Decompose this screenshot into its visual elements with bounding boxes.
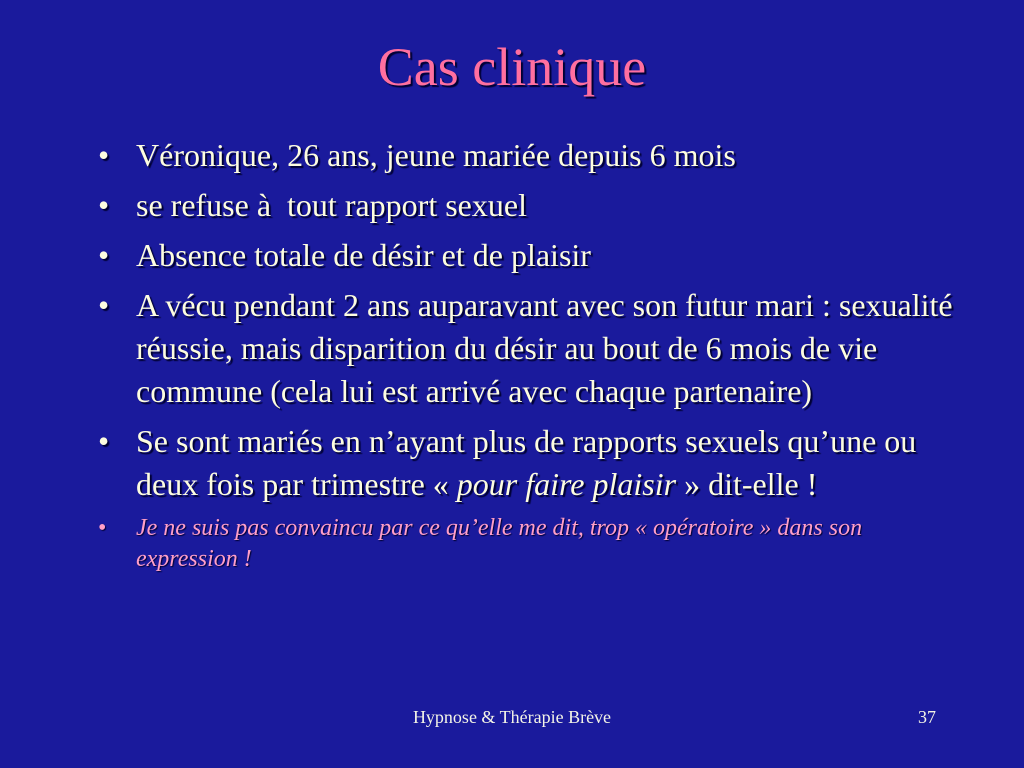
bullet-item <box>96 134 956 177</box>
bullet-text-part: » dit-elle ! <box>676 466 818 502</box>
bullet-marker: • <box>98 515 107 541</box>
bullet-marker: • <box>98 423 110 459</box>
page-number: 37 <box>918 707 936 727</box>
bullet-text-part: Se sont mariés en n’ayant plus de rapports sexuels qu’une ou deux fois par trimestre « <box>136 423 917 502</box>
bullet-item <box>96 234 956 277</box>
bullet-text: se refuse à tout rapport sexuel <box>136 187 527 223</box>
slide-title: Cas clinique <box>377 37 647 97</box>
bullet-text-italic: pour faire plaisir <box>456 466 677 502</box>
bullet-marker: • <box>98 137 110 173</box>
bullet-text: A vécu pendant 2 ans auparavant avec son futur mari : sexualité réussie, mais disparition du désir au bout de 6 mois de vie commune (cela lui est arrivé avec chaque partenaire) <box>136 287 953 409</box>
bullet-item <box>96 420 956 506</box>
footer-text: Hypnose & Thérapie Brève <box>412 707 612 727</box>
bullet-marker: • <box>98 287 110 323</box>
bullet-list <box>96 134 956 582</box>
note-text: Je ne suis pas convaincu par ce qu’elle me dit, trop « opératoire » dans son expression ! <box>136 515 863 572</box>
bullet-marker: • <box>98 187 110 223</box>
note-item <box>96 513 956 575</box>
bullet-text <box>136 423 916 502</box>
bullet-text: Absence totale de désir et de plaisir <box>136 237 591 273</box>
bullet-text: Véronique, 26 ans, jeune mariée depuis 6 mois <box>136 137 736 173</box>
bullet-item <box>96 184 956 227</box>
bullet-item <box>96 284 956 413</box>
bullet-marker: • <box>98 237 110 273</box>
